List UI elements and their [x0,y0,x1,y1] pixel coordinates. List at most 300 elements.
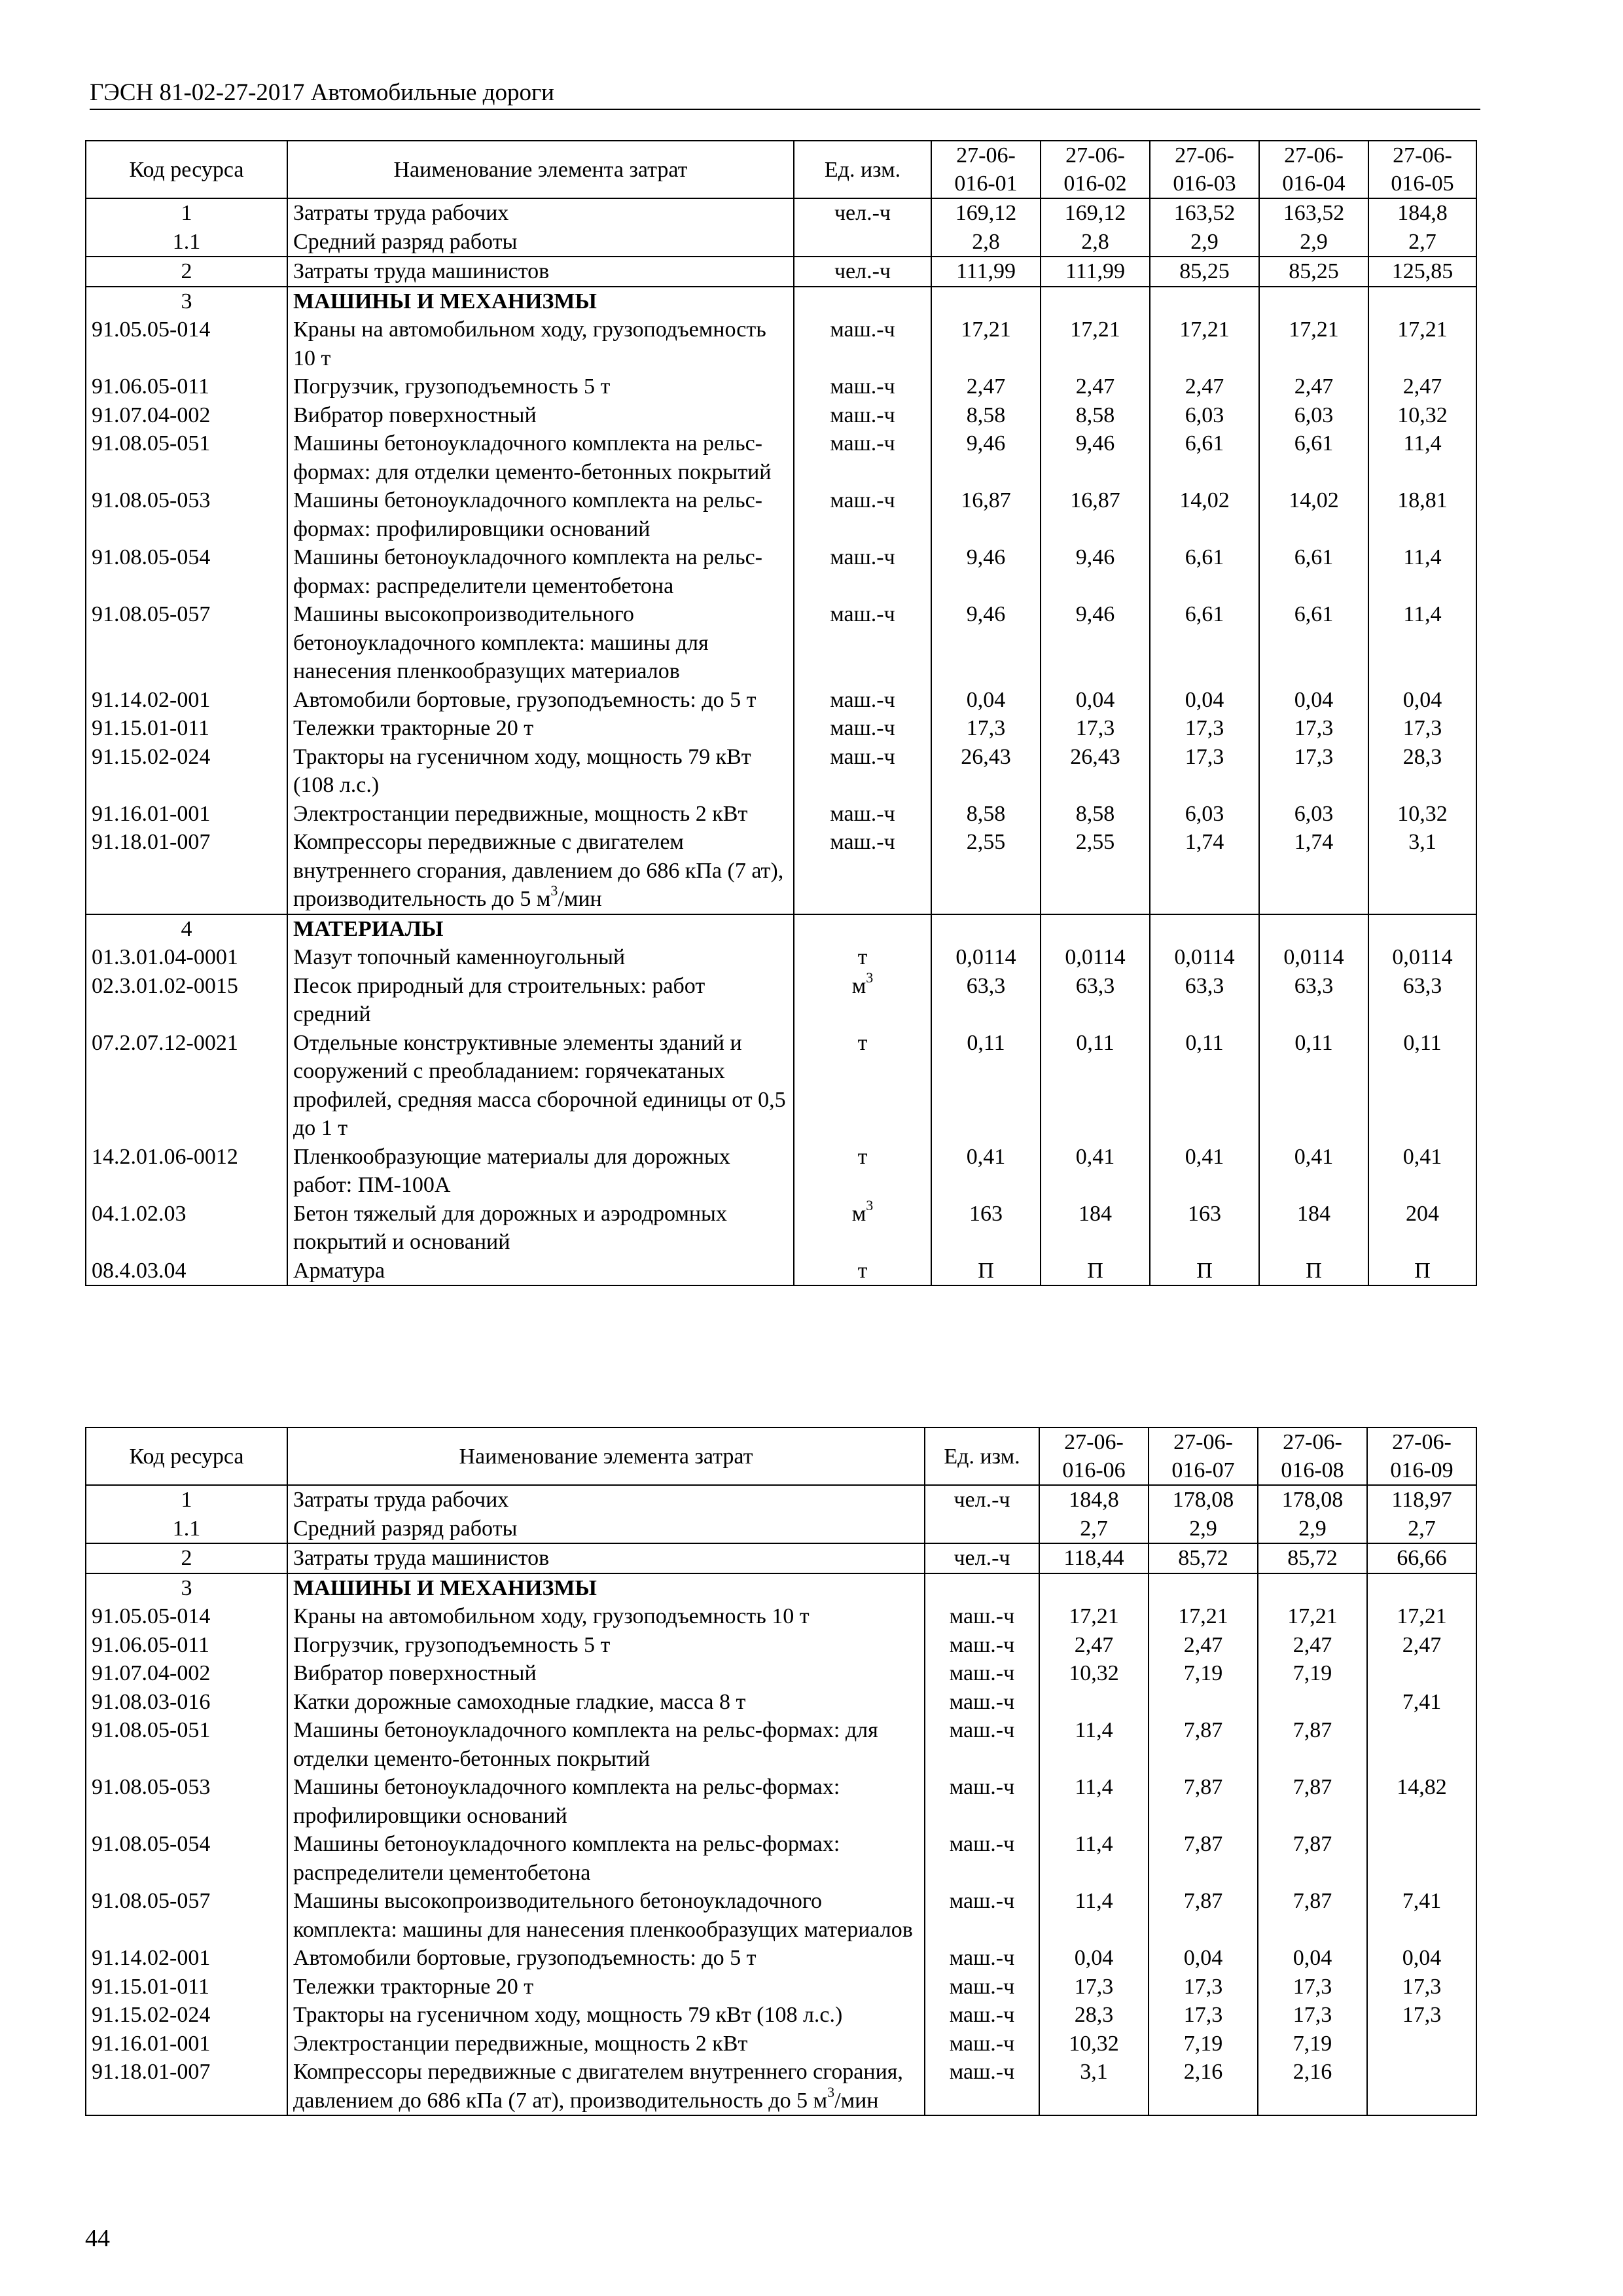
table-row [86,714,1476,743]
cell-value: 26,43 [931,743,1041,800]
cell-code: 91.08.05-054 [92,1832,211,1856]
table-row [86,543,1476,600]
cell-code: 91.18.01-007 [86,828,287,914]
cell-value: 0,11 [931,1029,1041,1143]
cell-unit: маш.-ч [794,714,931,743]
cell-value: 17,21 [1259,315,1368,372]
cell-value [1259,287,1368,316]
header-unit: Ед. изм. [925,1427,1039,1485]
cell-name: Тракторы на гусеничном ходу, мощность 79 кВт (108 л.с.) [287,743,794,800]
cell-value: 17,3 [1258,1973,1367,2001]
cell-value: 2,9 [1258,1515,1367,1544]
cell-unit: маш.-ч [794,686,931,715]
cell-code: 91.08.05-054 [92,545,211,569]
cell-value: 17,3 [1150,714,1259,743]
cell-value [1258,1573,1367,1603]
cell-value: 17,21 [1150,315,1259,372]
cell-unit: маш.-ч [794,800,931,829]
cell-value: 17,3 [1259,714,1368,743]
cell-value: 6,03 [1259,800,1368,829]
cell-value: 2,7 [1368,228,1476,257]
table-row [86,828,1476,914]
table-row [86,401,1476,430]
cell-value [1150,914,1259,944]
cell-value: 2,47 [1259,372,1368,401]
cell-unit: чел.-ч [925,1543,1039,1573]
table-row [86,1944,1476,1973]
cell-value [1149,1688,1258,1717]
cell-value: 0,0114 [1041,943,1150,972]
resource-table-1 [85,140,1477,1286]
cell-code: 91.05.05-014 [92,1604,211,1628]
cell-code: 04.1.02.03 [92,1201,187,1226]
cell-value: 204 [1368,1200,1476,1257]
cell-value [1367,1659,1476,1688]
cell-value: 17,3 [1149,2001,1258,2030]
cell-value: 184 [1041,1200,1150,1257]
header-name: Наименование элемента затрат [287,1427,925,1485]
cell-name: Вибратор поверхностный [287,401,794,430]
cell-unit: чел.-ч [794,257,931,287]
cell-unit: маш.-ч [925,1830,1039,1887]
cell-unit: маш.-ч [925,1716,1039,1773]
cell-value: 7,87 [1149,1716,1258,1773]
table-row [86,1773,1476,1830]
cell-name: Электростанции передвижные, мощность 2 кВт [287,2030,925,2058]
resource-table-2 [85,1427,1477,2116]
cell-value: 63,3 [1150,972,1259,1029]
cell-code: 91.16.01-001 [92,801,211,826]
table-row [86,743,1476,800]
cell-code: 91.08.05-057 [92,1889,211,1913]
cell-unit [794,287,931,316]
cell-code: 91.06.05-011 [92,1632,210,1657]
cell-code: 91.05.05-014 [92,317,211,342]
cell-value: 2,47 [1368,372,1476,401]
cell-value: 0,0114 [1368,943,1476,972]
cell-value: 2,47 [1258,1631,1367,1660]
cell-code: 1.1 [86,1515,287,1544]
cell-unit: чел.-ч [925,1485,1039,1515]
cell-name: Пленкообразующие материалы для дорожных работ: ПМ-100А [287,1143,794,1200]
cell-unit: маш.-ч [794,486,931,543]
table-row [86,1716,1476,1773]
cell-value: 17,21 [1258,1602,1367,1631]
cell-name: Машины бетоноукладочного комплекта на рельс-формах: распределители цементобетона [287,543,794,600]
cell-code: 91.08.03-016 [92,1689,211,1714]
cell-code: 91.07.04-002 [92,1661,211,1685]
cell-name: Погрузчик, грузоподъемность 5 т [287,372,794,401]
cell-value: 7,87 [1149,1887,1258,1944]
cell-value: 63,3 [1259,972,1368,1029]
cell-name: Краны на автомобильном ходу, грузоподъемность 10 т [287,315,794,372]
cell-value: 16,87 [1041,486,1150,543]
table-row [86,1200,1476,1257]
table-row [86,1543,1476,1573]
cell-value: 17,3 [1041,714,1150,743]
cell-value: 17,21 [931,315,1041,372]
cell-code: 91.08.05-053 [92,488,211,512]
cell-value: 0,04 [1368,686,1476,715]
cell-value: 7,19 [1149,1659,1258,1688]
cell-value: 7,87 [1258,1830,1367,1887]
cell-value: 11,4 [1039,1716,1149,1773]
cell-value: 163 [931,1200,1041,1257]
table-row [86,972,1476,1029]
header-norm: 27-06-016-09 [1367,1427,1476,1485]
cell-value: 178,08 [1258,1485,1367,1515]
cell-value: 7,87 [1149,1773,1258,1830]
cell-value: 0,41 [1041,1143,1150,1200]
cell-name: Машины бетоноукладочного комплекта на рельс-формах: профилировщики оснований [287,1773,925,1830]
table-row [86,315,1476,372]
cell-name: Катки дорожные самоходные гладкие, масса 8 т [287,1688,925,1717]
cell-code: 91.08.05-057 [92,602,211,626]
cell-value: 10,32 [1039,2030,1149,2058]
cell-value: 17,3 [1368,714,1476,743]
cell-name: Машины высокопроизводительного бетоноукладочного комплекта: машины для нанесения пленкообразущих материалов [287,1887,925,1944]
cell-value: 66,66 [1367,1543,1476,1573]
table-row [86,1659,1476,1688]
cell-value: 63,3 [1368,972,1476,1029]
cell-unit: маш.-ч [925,1688,1039,1717]
cell-value: 0,41 [931,1143,1041,1200]
cell-code: 91.08.05-053 [92,1775,211,1799]
cell-code: 91.08.05-051 [92,431,211,456]
cell-unit: маш.-ч [925,1944,1039,1973]
cell-value: 11,4 [1039,1887,1149,1944]
cell-value [1368,287,1476,316]
cell-value: 7,41 [1367,1688,1476,1717]
cell-code: 1 [86,198,287,228]
cell-code: 14.2.01.06-0012 [92,1144,238,1169]
header-code: Код ресурса [86,1427,287,1485]
cell-value: 2,16 [1258,2058,1367,2115]
cell-name: МАШИНЫ И МЕХАНИЗМЫ [287,287,794,316]
cell-value: 0,04 [1041,686,1150,715]
table-row [86,2001,1476,2030]
cell-value: 6,61 [1150,429,1259,486]
table-row [86,287,1476,316]
table-row [86,2030,1476,2058]
cell-value [1039,1573,1149,1603]
cell-value: 184,8 [1039,1485,1149,1515]
cell-code: 91.18.01-007 [92,2060,211,2084]
cell-value: 17,21 [1149,1602,1258,1631]
header-code: Код ресурса [86,141,287,198]
cell-value: 0,41 [1368,1143,1476,1200]
cell-name: Средний разряд работы [287,1515,925,1544]
cell-value: 178,08 [1149,1485,1258,1515]
cell-value: 6,61 [1259,543,1368,600]
cell-value: 9,46 [931,429,1041,486]
cell-value: 6,61 [1259,429,1368,486]
cell-code: 91.15.02-024 [92,744,211,769]
cell-value: 2,55 [931,828,1041,914]
table-row [86,1485,1476,1515]
cell-value: 17,3 [1149,1973,1258,2001]
cell-value: 7,19 [1258,1659,1367,1688]
cell-value: 2,7 [1367,1515,1476,1544]
cell-code: 1.1 [86,228,287,257]
cell-name: Тракторы на гусеничном ходу, мощность 79 кВт (108 л.с.) [287,2001,925,2030]
cell-value: П [1259,1257,1368,1286]
cell-name: Затраты труда рабочих [287,1485,925,1515]
cell-value: 63,3 [931,972,1041,1029]
cell-value: 10,32 [1039,1659,1149,1688]
cell-value: 7,87 [1258,1773,1367,1830]
cell-value: 7,87 [1258,1887,1367,1944]
cell-value: 8,58 [1041,401,1150,430]
table-row [86,1257,1476,1286]
cell-value: 0,0114 [1150,943,1259,972]
table-row [86,228,1476,257]
cell-unit: маш.-ч [794,543,931,600]
cell-name: МАТЕРИАЛЫ [287,914,794,944]
cell-value: П [1368,1257,1476,1286]
table-row [86,1631,1476,1660]
cell-value: 85,25 [1150,257,1259,287]
cell-value: 3,1 [1039,2058,1149,2115]
cell-value: 1,74 [1150,828,1259,914]
cell-code: 1 [86,1485,287,1515]
cell-name: Краны на автомобильном ходу, грузоподъемность 10 т [287,1602,925,1631]
table-row [86,600,1476,686]
header-norm: 27-06-016-06 [1039,1427,1149,1485]
cell-value [1367,1573,1476,1603]
cell-value: 0,41 [1150,1143,1259,1200]
cell-unit: маш.-ч [925,1659,1039,1688]
cell-value: 17,3 [931,714,1041,743]
cell-value [1041,287,1150,316]
cell-code: 08.4.03.04 [92,1258,187,1283]
cell-value: 0,11 [1150,1029,1259,1143]
cell-name: Электростанции передвижные, мощность 2 кВт [287,800,794,829]
cell-value: 17,3 [1039,1973,1149,2001]
cell-value: 1,74 [1259,828,1368,914]
cell-value: 0,04 [1150,686,1259,715]
cell-code: 2 [86,1543,287,1573]
cell-value: 2,9 [1149,1515,1258,1544]
header-norm: 27-06-016-05 [1368,141,1476,198]
cell-value: 2,47 [1150,372,1259,401]
table-row [86,943,1476,972]
cell-value: 163 [1150,1200,1259,1257]
cell-unit: маш.-ч [925,2001,1039,2030]
cell-value [1367,1830,1476,1887]
table-row [86,1830,1476,1887]
cell-value [931,287,1041,316]
cell-value: 9,46 [931,543,1041,600]
table-row [86,2058,1476,2115]
cell-value: 17,21 [1039,1602,1149,1631]
cell-code: 3 [86,1573,287,1603]
header-unit: Ед. изм. [794,141,931,198]
cell-unit: маш.-ч [794,429,931,486]
table-row [86,1602,1476,1631]
cell-value: 2,47 [1367,1631,1476,1660]
cell-unit: маш.-ч [794,401,931,430]
cell-value: 0,0114 [931,943,1041,972]
cell-value: 0,41 [1259,1143,1368,1200]
cell-value: 11,4 [1039,1773,1149,1830]
cell-name: Машины бетоноукладочного комплекта на рельс-формах: для отделки цементо-бетонных покрытий [287,1716,925,1773]
cell-code: 91.07.04-002 [92,403,211,427]
cell-value: 16,87 [931,486,1041,543]
cell-unit: маш.-ч [925,1773,1039,1830]
table-row [86,800,1476,829]
cell-value: 17,3 [1259,743,1368,800]
header-norm: 27-06-016-07 [1149,1427,1258,1485]
cell-unit: маш.-ч [794,828,931,914]
cell-code: 91.15.01-011 [92,1974,210,1999]
cell-value: 2,47 [1149,1631,1258,1660]
cell-value: 7,19 [1258,2030,1367,2058]
cell-value [1149,1573,1258,1603]
cell-name: Мазут топочный каменноугольный [287,943,794,972]
cell-unit: чел.-ч [794,198,931,228]
cell-value: 0,04 [1259,686,1368,715]
cell-unit: $м^3$ [794,1200,931,1257]
cell-unit: маш.-ч [794,600,931,686]
table-header-row [86,1427,1476,1485]
cell-value: 11,4 [1368,543,1476,600]
cell-name: Машины бетоноукладочного комплекта на рельс-формах: распределители цементобетона [287,1830,925,1887]
cell-name: Средний разряд работы [287,228,794,257]
cell-value: 169,12 [931,198,1041,228]
header-norm: 27-06-016-02 [1041,141,1150,198]
cell-value: 17,3 [1150,743,1259,800]
cell-value [1039,1688,1149,1717]
cell-name: Арматура [287,1257,794,1286]
cell-value: 6,03 [1259,401,1368,430]
cell-value: 2,9 [1259,228,1368,257]
cell-value: 2,47 [931,372,1041,401]
cell-name: Машины высокопроизводительного бетоноукладочного комплекта: машины для нанесения пленкообразущих материалов [287,600,794,686]
cell-name: Тележки тракторные 20 т [287,1973,925,2001]
cell-name: Компрессоры передвижные с двигателем внутреннего сгорания, давлением до 686 кПа (7 ат), производительность до 5 $м^3$/мин [287,2058,925,2115]
cell-code: 91.15.01-011 [92,716,210,740]
cell-value: 0,04 [1039,1944,1149,1973]
cell-unit: маш.-ч [925,1973,1039,2001]
cell-unit: маш.-ч [925,1602,1039,1631]
cell-value: 14,02 [1259,486,1368,543]
cell-value [1259,914,1368,944]
cell-value: 2,16 [1149,2058,1258,2115]
table-row [86,1515,1476,1544]
cell-value: 17,3 [1367,2001,1476,2030]
cell-unit: $м^3$ [794,972,931,1029]
cell-code: 91.08.05-051 [92,1718,211,1742]
table-row [86,198,1476,228]
table-row [86,486,1476,543]
cell-value: П [931,1257,1041,1286]
cell-code: 07.2.07.12-0021 [92,1030,238,1055]
cell-name: Автомобили бортовые, грузоподъемность: до 5 т [287,1944,925,1973]
cell-value: 9,46 [1041,543,1150,600]
cell-value: 28,3 [1039,2001,1149,2030]
cell-value: 163,52 [1259,198,1368,228]
cell-value: 17,21 [1367,1602,1476,1631]
page-header: ГЭСН 81-02-27-2017 Автомобильные дороги [90,77,1480,110]
cell-name: Песок природный для строительных: работ средний [287,972,794,1029]
cell-code: 91.16.01-001 [92,2031,211,2056]
cell-value [1041,914,1150,944]
cell-value: 18,81 [1368,486,1476,543]
cell-value: 9,46 [1041,600,1150,686]
cell-value: 85,72 [1149,1543,1258,1573]
table-row [86,1973,1476,2001]
page-number: 44 [85,2225,110,2252]
cell-name: МАШИНЫ И МЕХАНИЗМЫ [287,1573,925,1603]
table-header-row [86,141,1476,198]
header-norm: 27-06-016-03 [1150,141,1259,198]
cell-name: Погрузчик, грузоподъемность 5 т [287,1631,925,1660]
header-name: Наименование элемента затрат [287,141,794,198]
cell-value [1367,2058,1476,2115]
cell-value: 8,58 [1041,800,1150,829]
cell-value: 26,43 [1041,743,1150,800]
cell-value: 2,8 [1041,228,1150,257]
cell-value: 8,58 [931,401,1041,430]
cell-unit: маш.-ч [925,2058,1039,2115]
cell-value: 14,02 [1150,486,1259,543]
cell-code: 91.14.02-001 [92,1946,211,1970]
cell-code: 01.3.01.04-0001 [92,945,238,969]
cell-name: Компрессоры передвижные с двигателем внутреннего сгорания, давлением до 686 кПа (7 ат), производительность до 5 $м^3$/мин [287,828,794,914]
cell-unit: маш.-ч [794,315,931,372]
header-norm: 27-06-016-08 [1258,1427,1367,1485]
table-row [86,372,1476,401]
cell-unit [925,1573,1039,1603]
cell-value: 11,4 [1368,600,1476,686]
cell-unit: т [794,1029,931,1143]
cell-value: 2,8 [931,228,1041,257]
cell-value: 17,3 [1258,2001,1367,2030]
table-row [86,1573,1476,1603]
cell-value: 2,9 [1150,228,1259,257]
cell-value: 9,46 [931,600,1041,686]
cell-value: 0,11 [1368,1029,1476,1143]
cell-code: 4 [86,914,287,944]
cell-name: Затраты труда машинистов [287,257,794,287]
cell-value: 118,44 [1039,1543,1149,1573]
cell-value [931,914,1041,944]
cell-name: Автомобили бортовые, грузоподъемность: до 5 т [287,686,794,715]
cell-code: 02.3.01.02-0015 [92,973,238,998]
table-row [86,1887,1476,1944]
cell-value: 2,47 [1041,372,1150,401]
cell-value: 11,4 [1368,429,1476,486]
table-row [86,1029,1476,1143]
cell-value: 0,11 [1259,1029,1368,1143]
table-row [86,686,1476,715]
cell-value: 14,82 [1367,1773,1476,1830]
cell-value: 0,04 [1149,1944,1258,1973]
cell-value: 163,52 [1150,198,1259,228]
cell-value: 125,85 [1368,257,1476,287]
table-row [86,1688,1476,1717]
table-row [86,914,1476,944]
cell-value: 63,3 [1041,972,1150,1029]
cell-value: 85,72 [1258,1543,1367,1573]
cell-value [1368,914,1476,944]
cell-value: 7,19 [1149,2030,1258,2058]
cell-value: 7,87 [1258,1716,1367,1773]
cell-unit: маш.-ч [925,2030,1039,2058]
cell-code: 91.14.02-001 [92,687,211,712]
cell-unit: маш.-ч [794,372,931,401]
